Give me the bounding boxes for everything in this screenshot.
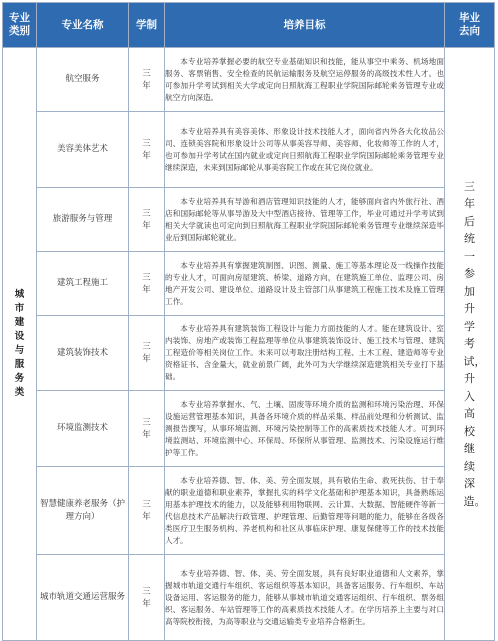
program-name: 航空服务 [37,48,129,112]
program-name: 美容美体艺术 [37,112,129,188]
program-table-frame [2,2,494,626]
destination-cell: 三年后统一参加升学考试，升入高校继续深造。 [445,48,495,641]
program-goal: 本专业培养具有导游和酒店管理知识技能的人才，能够面向省内外旅行社、酒店和国际邮轮等从事导游及大中型酒店接待、管理等工作，毕业可通过升学考试到相关大学就读也可定向到日照航海工程职业学院国际邮轮乘务管理专业继续深造毕业后到国际邮轮就业。 [165,188,445,252]
program-name: 建筑工程施工 [37,252,129,316]
program-system: 三年 [129,467,165,555]
header-goal: 培养目标 [165,3,445,48]
table-row [3,555,495,641]
program-goal: 本专业培养具有美容美体、形象设计技术技能人才，面向省内外各大化妆品公司、连锁美容院和形象设计公司等从事美容导师、美容师、化妆师等工作的人才，也可参加升学考试在国内就业或定向日照航海工程职业学院国际邮轮乘务管理专业继续深造，未来到国际邮轮从事美容院工作或在其它岗位就业。 [165,112,445,188]
table-header-row [3,3,495,48]
program-goal: 本专业培养德、智、体、美、劳全面发展，具有敬佑生命、救死扶伤、甘于奉献的职业道德和职业素养，掌握扎实的科学文化基础和护理基本知识，具备熟练运用基本护理技术的能力，以及能够利用物联网、云计算、大数据、智能硬件等新一代信息技术产品解决行政管理、护理管理、后勤管理等问题的能力，能够在各级各类医疗卫生服务机构、养老机构和社区从事临床护理、康复保健等工作的技术技能人才。 [165,467,445,555]
table-row [3,188,495,252]
program-goal: 本专业培养具有掌握建筑制图、识图、测量、施工等基本理论及一线操作技能的专业人才，可面向房屋建筑、桥梁、道路方向，在建筑施工单位、监理公司、房地产开发公司、建设单位、道路设计及主管部门从事建筑工程施工技术及施工管理工作。 [165,252,445,316]
table-row [3,48,495,112]
table-row [3,112,495,188]
program-table [2,2,495,641]
program-goal: 本专业培养德、智、体、美、劳全面发展，具有良好职业道德和人文素养，掌握城市轨道交通行车组织、客运组织等基本知识，具备客运服务、行车组织、车站设备运用、客运服务的能力，能够从事城市轨道交通客运组织、行车组织、票务组织、客运服务、车站管理等工作的高素质技术技能人才。在学历培养上主要与对口高等院校衔接，为高等职业与交通运输类专业培养合格新生。 [165,555,445,641]
program-system: 三年 [129,316,165,391]
table-row [3,391,495,467]
program-name: 智慧健康养老服务（护理方向） [37,467,129,555]
table-row [3,467,495,555]
header-destination: 毕业去向 [445,3,495,48]
program-system: 三年 [129,555,165,641]
program-name: 旅游服务与管理 [37,188,129,252]
program-name: 建筑装饰技术 [37,316,129,391]
program-system: 三年 [129,391,165,467]
program-system: 三年 [129,252,165,316]
header-name: 专业名称 [37,3,129,48]
program-name: 城市轨道交通运营服务 [37,555,129,641]
program-system: 三年 [129,112,165,188]
program-goal: 本专业培养掌握水、气、土壤、固废等环境介质的监测和环境污染治理、环保设施运营管理基本知识，具备各环境介质的样品采集、样品前处理和分析测试、监测报告撰写，从事环境监测、环境污染控制等工作的高素质技术技能人才。可到环境监测站、环境监测中心、环保局、环保所从事管理、监测技术、污染设施运行维护等工作。 [165,391,445,467]
table-row [3,252,495,316]
header-system: 学制 [129,3,165,48]
program-name: 环境监测技术 [37,391,129,467]
program-system: 三年 [129,48,165,112]
table-row [3,316,495,391]
category-cell: 城市建设与服务类 [3,48,37,641]
program-system: 三年 [129,188,165,252]
header-category: 专业类别 [3,3,37,48]
program-goal: 本专业培养掌握必要的航空专业基础知识和技能，能从事空中乘务、机场地面服务、客票销售、安全检查的民航运输服务及航空运停服务的高级技术性人才。也可参加升学考试到相关大学或定向日照航海工程职业学院国际邮轮乘务管理专业或航空方向深造。 [165,48,445,112]
program-goal: 本专业培养具有建筑装饰工程设计与能力方面技能的人才。能在建筑设计、室内装饰、房地产或装饰工程监理等单位从事建筑装饰设计、施工技术与管理、建筑工程造价等相关岗位工作。未来可以考取注册结构工程、土木工程、建造师等专业资格证书、含金量大，就业前景广阔，此外可为大学继续深造建筑相关专业打下基础。 [165,316,445,391]
